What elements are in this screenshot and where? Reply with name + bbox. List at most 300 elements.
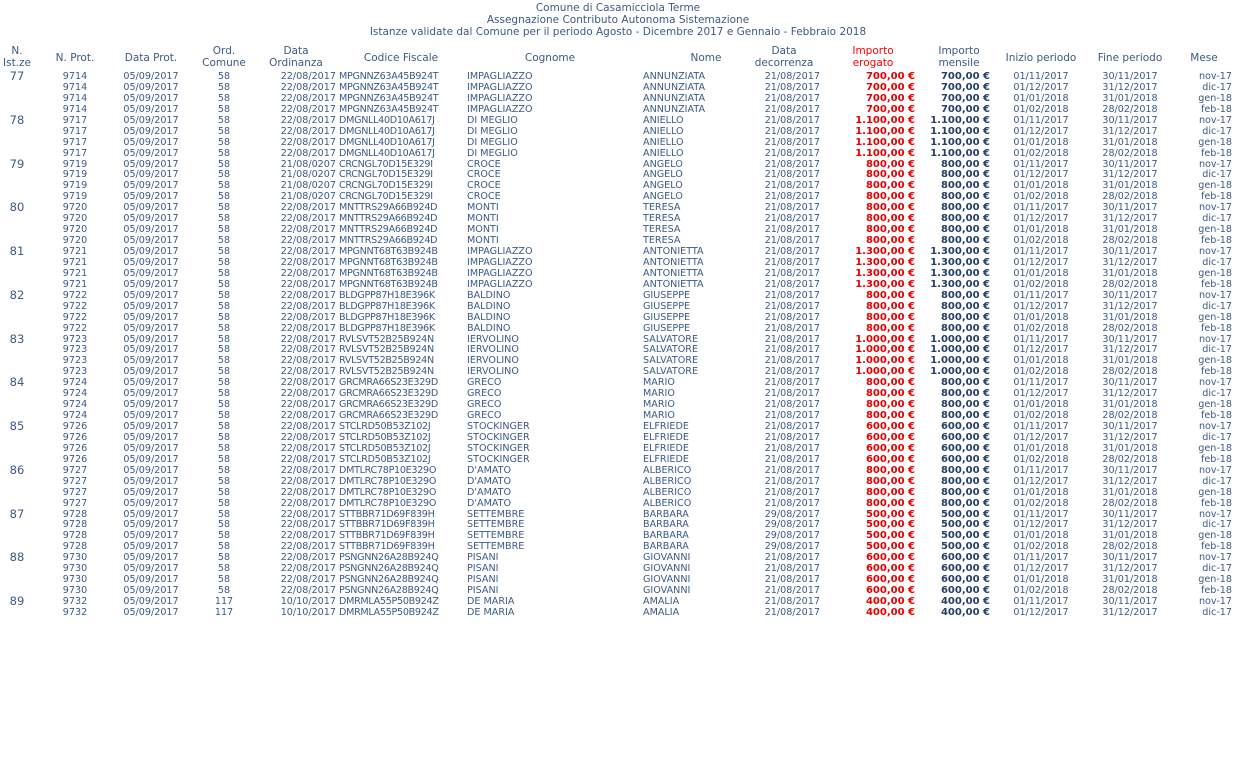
table-row — [0, 498, 1236, 509]
cell-codice-fiscale: GRCMRA66S23E329D — [339, 388, 438, 400]
table-row — [0, 287, 1236, 302]
cell-nome: BARBARA — [643, 508, 689, 520]
cell-inizio-periodo: 01/02/2018 — [1013, 147, 1069, 159]
cell-data-prot: 05/09/2017 — [123, 585, 179, 597]
cell-prot: 9722 — [62, 311, 88, 323]
cell-importo-erogato: 600,00 € — [865, 431, 915, 443]
cell-mese: dic-17 — [1202, 475, 1232, 487]
cell-data-ord: 21/08/0207 — [280, 169, 336, 181]
cell-data-prot: 05/09/2017 — [123, 530, 179, 542]
col-header-importo-erogato-line2: erogato — [852, 56, 894, 69]
cell-data-ord: 10/10/2017 — [280, 596, 336, 607]
table-row — [0, 112, 1236, 127]
cell-prot: 9722 — [62, 300, 88, 312]
cell-fine-periodo: 30/11/2017 — [1102, 114, 1158, 126]
cell-inizio-periodo: 01/11/2017 — [1013, 333, 1069, 345]
cell-nome: ANGELO — [643, 158, 683, 170]
cell-importo-mensile: 1.100,00 € — [930, 125, 990, 137]
cell-inizio-periodo: 01/01/2018 — [1013, 136, 1069, 148]
table-row — [0, 530, 1236, 541]
cell-importo-mensile: 800,00 € — [940, 377, 990, 389]
cell-prot: 9726 — [62, 442, 88, 454]
cell-decorrenza: 21/08/2017 — [764, 486, 820, 498]
cell-cognome: IERVOLINO — [467, 333, 519, 345]
cell-importo-mensile: 600,00 € — [940, 585, 990, 597]
table-row — [0, 235, 1236, 246]
cell-importo-erogato: 600,00 € — [865, 442, 915, 454]
cell-data-ord: 22/08/2017 — [280, 442, 336, 454]
cell-ord: 58 — [217, 191, 231, 203]
cell-prot: 9724 — [62, 388, 88, 400]
cell-codice-fiscale: BLDGPP87H18E396K — [339, 289, 435, 301]
cell-ord: 58 — [217, 585, 231, 597]
cell-importo-mensile: 1.300,00 € — [930, 278, 990, 290]
cell-prot: 9721 — [62, 246, 88, 257]
cell-nome: ANIELLO — [643, 136, 684, 148]
cell-nome: ANGELO — [643, 169, 683, 181]
cell-data-ord: 22/08/2017 — [280, 574, 336, 586]
cell-data-ord: 22/08/2017 — [280, 410, 336, 422]
cell-codice-fiscale: MNTTRS29A66B924D — [339, 235, 438, 247]
cell-importo-mensile: 1.100,00 € — [930, 147, 990, 159]
cell-prot: 9727 — [62, 497, 88, 509]
cell-importo-mensile: 800,00 € — [940, 158, 990, 170]
cell-mese: dic-17 — [1202, 256, 1232, 268]
cell-inizio-periodo: 01/12/2017 — [1013, 388, 1069, 400]
cell-importo-mensile: 500,00 € — [940, 519, 990, 531]
cell-inizio-periodo: 01/12/2017 — [1013, 256, 1069, 268]
cell-mese: nov-17 — [1198, 596, 1232, 607]
cell-data-ord: 22/08/2017 — [280, 475, 336, 487]
cell-prot: 9717 — [62, 136, 88, 148]
cell-fine-periodo: 31/12/2017 — [1102, 125, 1158, 137]
cell-mese: gen-18 — [1198, 136, 1232, 148]
cell-codice-fiscale: STCLRD50B53Z102J — [339, 421, 431, 432]
cell-ord: 58 — [217, 442, 231, 454]
cell-importo-erogato: 800,00 € — [865, 486, 915, 498]
cell-inizio-periodo: 01/12/2017 — [1013, 169, 1069, 181]
col-header-mese: Mese — [1190, 52, 1218, 64]
cell-prot: 9723 — [62, 333, 88, 345]
cell-codice-fiscale: RVLSVT52B25B924N — [339, 344, 434, 356]
cell-prot: 9723 — [62, 366, 88, 378]
cell-mese: nov-17 — [1198, 333, 1232, 345]
cell-ord: 58 — [217, 486, 231, 498]
cell-data-prot: 05/09/2017 — [123, 399, 179, 411]
cell-data-ord: 22/08/2017 — [280, 136, 336, 148]
cell-decorrenza: 29/08/2017 — [764, 508, 820, 520]
table-row — [0, 410, 1236, 421]
cell-fine-periodo: 30/11/2017 — [1102, 377, 1158, 389]
cell-fine-periodo: 30/11/2017 — [1102, 596, 1158, 607]
cell-data-prot: 05/09/2017 — [123, 311, 179, 323]
cell-decorrenza: 21/08/2017 — [764, 311, 820, 323]
cell-inizio-periodo: 01/02/2018 — [1013, 278, 1069, 290]
cell-data-ord: 21/08/0207 — [280, 191, 336, 203]
cell-importo-erogato: 600,00 € — [865, 453, 915, 465]
cell-decorrenza: 21/08/2017 — [764, 92, 820, 104]
table-row — [0, 506, 1236, 521]
data-table — [0, 71, 1236, 618]
cell-importo-mensile: 1.000,00 € — [930, 366, 990, 378]
cell-data-ord: 22/08/2017 — [280, 344, 336, 356]
col-header-decorrenza-line2: decorrenza — [754, 56, 814, 69]
cell-mese: feb-18 — [1200, 541, 1232, 553]
cell-codice-fiscale: PSNGNN26A28B924Q — [339, 552, 439, 564]
col-header-ord-line2: Comune — [202, 56, 246, 69]
cell-fine-periodo: 28/02/2018 — [1102, 366, 1158, 378]
cell-decorrenza: 21/08/2017 — [764, 464, 820, 476]
cell-importo-mensile: 800,00 € — [940, 322, 990, 334]
cell-importo-erogato: 800,00 € — [865, 497, 915, 509]
cell-nome: ALBERICO — [643, 464, 692, 476]
cell-importo-erogato: 400,00 € — [865, 596, 915, 607]
cell-importo-mensile: 700,00 € — [940, 71, 990, 82]
cell-data-ord: 22/08/2017 — [280, 585, 336, 597]
cell-importo-mensile: 800,00 € — [940, 486, 990, 498]
col-header-inizio-periodo: Inizio periodo — [1005, 52, 1077, 64]
cell-cognome: GRECO — [467, 377, 502, 389]
cell-data-prot: 05/09/2017 — [123, 421, 179, 432]
cell-data-prot: 05/09/2017 — [123, 213, 179, 225]
cell-prot: 9728 — [62, 508, 88, 520]
col-header-ist-line2: Ist.ze — [3, 56, 31, 69]
cell-cognome: DI MEGLIO — [467, 136, 518, 148]
cell-data-prot: 05/09/2017 — [123, 442, 179, 454]
cell-decorrenza: 29/08/2017 — [764, 541, 820, 553]
cell-fine-periodo: 31/12/2017 — [1102, 431, 1158, 443]
cell-fine-periodo: 31/12/2017 — [1102, 606, 1158, 618]
cell-prot: 9714 — [62, 103, 88, 115]
cell-nome: ANIELLO — [643, 147, 684, 159]
cell-ord: 58 — [217, 289, 231, 301]
col-header-data-prot: Data Prot. — [124, 52, 178, 64]
cell-prot: 9719 — [62, 158, 88, 170]
cell-inizio-periodo: 01/02/2018 — [1013, 366, 1069, 378]
cell-nome: TERESA — [643, 213, 681, 225]
cell-prot: 9723 — [62, 355, 88, 367]
cell-inizio-periodo: 01/12/2017 — [1013, 300, 1069, 312]
cell-data-prot: 05/09/2017 — [123, 267, 179, 279]
cell-decorrenza: 21/08/2017 — [764, 574, 820, 586]
cell-fine-periodo: 28/02/2018 — [1102, 235, 1158, 247]
cell-inizio-periodo: 01/11/2017 — [1013, 202, 1069, 214]
cell-inizio-periodo: 01/12/2017 — [1013, 81, 1069, 93]
cell-prot: 9726 — [62, 453, 88, 465]
cell-decorrenza: 21/08/2017 — [764, 388, 820, 400]
cell-data-ord: 22/08/2017 — [280, 508, 336, 520]
cell-nome: MARIO — [643, 410, 675, 422]
cell-decorrenza: 21/08/2017 — [764, 355, 820, 367]
cell-decorrenza: 21/08/2017 — [764, 475, 820, 487]
table-row — [0, 191, 1236, 202]
cell-importo-mensile: 600,00 € — [940, 552, 990, 564]
cell-ord: 58 — [217, 256, 231, 268]
cell-importo-erogato: 800,00 € — [865, 410, 915, 422]
cell-prot: 9722 — [62, 289, 88, 301]
cell-mese: feb-18 — [1200, 278, 1232, 290]
cell-prot: 9730 — [62, 585, 88, 597]
cell-mese: nov-17 — [1198, 114, 1232, 126]
cell-data-prot: 05/09/2017 — [123, 92, 179, 104]
cell-data-prot: 05/09/2017 — [123, 191, 179, 203]
cell-cognome: CROCE — [467, 158, 501, 170]
cell-importo-mensile: 800,00 € — [940, 311, 990, 323]
cell-cognome: D'AMATO — [467, 475, 512, 487]
table-row — [0, 224, 1236, 235]
table-row — [0, 279, 1236, 290]
cell-ord: 117 — [214, 606, 234, 618]
cell-cognome: STOCKINGER — [467, 421, 530, 432]
cell-codice-fiscale: DMGNLL40D10A617J — [339, 136, 435, 148]
cell-mese: dic-17 — [1202, 606, 1232, 618]
cell-ord: 58 — [217, 202, 231, 214]
cell-importo-erogato: 1.000,00 € — [855, 344, 915, 356]
cell-data-ord: 22/08/2017 — [280, 530, 336, 542]
cell-nome: SALVATORE — [643, 355, 699, 367]
cell-codice-fiscale: MPGNNZ63A45B924T — [339, 92, 439, 104]
cell-codice-fiscale: DMTLRC78P10E329O — [339, 475, 437, 487]
cell-decorrenza: 21/08/2017 — [764, 278, 820, 290]
cell-prot: 9728 — [62, 541, 88, 553]
cell-fine-periodo: 31/01/2018 — [1102, 530, 1158, 542]
cell-importo-mensile: 700,00 € — [940, 92, 990, 104]
cell-nome: TERESA — [643, 224, 681, 236]
cell-ord: 58 — [217, 541, 231, 553]
cell-fine-periodo: 31/12/2017 — [1102, 169, 1158, 181]
cell-prot: 9728 — [62, 519, 88, 531]
cell-data-prot: 05/09/2017 — [123, 552, 179, 564]
col-header-decorrenza — [746, 46, 822, 69]
cell-ord: 58 — [217, 311, 231, 323]
cell-fine-periodo: 31/12/2017 — [1102, 213, 1158, 225]
cell-codice-fiscale: DMTLRC78P10E329O — [339, 464, 437, 476]
cell-importo-mensile: 800,00 € — [940, 300, 990, 312]
cell-importo-erogato: 1.100,00 € — [855, 136, 915, 148]
cell-importo-erogato: 800,00 € — [865, 300, 915, 312]
cell-ist: 79 — [9, 156, 25, 171]
cell-importo-mensile: 800,00 € — [940, 191, 990, 203]
cell-decorrenza: 29/08/2017 — [764, 519, 820, 531]
cell-ord: 58 — [217, 508, 231, 520]
cell-data-prot: 05/09/2017 — [123, 508, 179, 520]
cell-ord: 58 — [217, 497, 231, 509]
table-row — [0, 487, 1236, 498]
table-row — [0, 148, 1236, 159]
cell-nome: GIUSEPPE — [643, 289, 691, 301]
cell-fine-periodo: 31/12/2017 — [1102, 519, 1158, 531]
cell-ord: 58 — [217, 344, 231, 356]
cell-mese: feb-18 — [1200, 497, 1232, 509]
cell-nome: ELFRIEDE — [643, 453, 689, 465]
cell-codice-fiscale: STCLRD50B53Z102J — [339, 431, 431, 443]
table-row — [0, 388, 1236, 399]
cell-inizio-periodo: 01/12/2017 — [1013, 213, 1069, 225]
table-row — [0, 213, 1236, 224]
cell-decorrenza: 21/08/2017 — [764, 497, 820, 509]
cell-prot: 9722 — [62, 322, 88, 334]
cell-mese: feb-18 — [1200, 453, 1232, 465]
cell-decorrenza: 21/08/2017 — [764, 267, 820, 279]
cell-prot: 9724 — [62, 399, 88, 411]
cell-data-prot: 05/09/2017 — [123, 366, 179, 378]
cell-importo-erogato: 800,00 € — [865, 289, 915, 301]
cell-inizio-periodo: 01/11/2017 — [1013, 246, 1069, 257]
cell-nome: ANNUNZIATA — [643, 92, 706, 104]
cell-data-ord: 22/08/2017 — [280, 267, 336, 279]
cell-importo-mensile: 1.000,00 € — [930, 355, 990, 367]
cell-nome: GIOVANNI — [643, 552, 691, 564]
cell-inizio-periodo: 01/12/2017 — [1013, 475, 1069, 487]
cell-inizio-periodo: 01/02/2018 — [1013, 410, 1069, 422]
cell-codice-fiscale: PSNGNN26A28B924Q — [339, 574, 439, 586]
cell-nome: GIUSEPPE — [643, 300, 691, 312]
cell-importo-erogato: 1.000,00 € — [855, 355, 915, 367]
cell-ist: 77 — [9, 69, 25, 83]
cell-codice-fiscale: DMRMLA55P50B924Z — [339, 606, 439, 618]
cell-data-prot: 05/09/2017 — [123, 388, 179, 400]
cell-data-prot: 05/09/2017 — [123, 606, 179, 618]
cell-data-prot: 05/09/2017 — [123, 431, 179, 443]
cell-inizio-periodo: 01/02/2018 — [1013, 585, 1069, 597]
cell-prot: 9720 — [62, 235, 88, 247]
cell-nome: SALVATORE — [643, 366, 699, 378]
cell-mese: nov-17 — [1198, 246, 1232, 257]
table-row — [0, 476, 1236, 487]
cell-importo-mensile: 1.300,00 € — [930, 246, 990, 257]
cell-inizio-periodo: 01/01/2018 — [1013, 267, 1069, 279]
table-row — [0, 344, 1236, 355]
cell-fine-periodo: 30/11/2017 — [1102, 333, 1158, 345]
cell-cognome: IERVOLINO — [467, 355, 519, 367]
cell-inizio-periodo: 01/11/2017 — [1013, 508, 1069, 520]
cell-inizio-periodo: 01/01/2018 — [1013, 224, 1069, 236]
cell-prot: 9721 — [62, 278, 88, 290]
cell-codice-fiscale: RVLSVT52B25B924N — [339, 355, 434, 367]
cell-importo-mensile: 800,00 € — [940, 464, 990, 476]
cell-mese: nov-17 — [1198, 508, 1232, 520]
cell-ist: 87 — [9, 506, 25, 521]
cell-importo-erogato: 800,00 € — [865, 202, 915, 214]
cell-inizio-periodo: 01/02/2018 — [1013, 541, 1069, 553]
cell-mese: dic-17 — [1202, 213, 1232, 225]
cell-importo-mensile: 1.100,00 € — [930, 136, 990, 148]
cell-data-prot: 05/09/2017 — [123, 574, 179, 586]
cell-fine-periodo: 31/01/2018 — [1102, 136, 1158, 148]
cell-decorrenza: 21/08/2017 — [764, 71, 820, 82]
cell-fine-periodo: 31/01/2018 — [1102, 224, 1158, 236]
cell-data-prot: 05/09/2017 — [123, 519, 179, 531]
cell-prot: 9717 — [62, 125, 88, 137]
col-header-codice-fiscale: Codice Fiscale — [363, 52, 439, 64]
cell-importo-mensile: 800,00 € — [940, 235, 990, 247]
cell-ord: 58 — [217, 574, 231, 586]
cell-prot: 9726 — [62, 431, 88, 443]
cell-mese: gen-18 — [1198, 355, 1232, 367]
cell-codice-fiscale: DMTLRC78P10E329O — [339, 497, 437, 509]
cell-importo-erogato: 800,00 € — [865, 180, 915, 192]
cell-importo-erogato: 1.300,00 € — [855, 278, 915, 290]
cell-importo-erogato: 800,00 € — [865, 464, 915, 476]
cell-mese: gen-18 — [1198, 224, 1232, 236]
cell-decorrenza: 21/08/2017 — [764, 421, 820, 432]
cell-cognome: PISANI — [467, 585, 499, 597]
cell-prot: 9720 — [62, 224, 88, 236]
table-row — [0, 585, 1236, 596]
cell-ord: 58 — [217, 81, 231, 93]
cell-decorrenza: 21/08/2017 — [764, 431, 820, 443]
cell-mese: nov-17 — [1198, 158, 1232, 170]
cell-importo-mensile: 800,00 € — [940, 475, 990, 487]
cell-importo-erogato: 1.100,00 € — [855, 147, 915, 159]
cell-cognome: IMPAGLIAZZO — [467, 103, 533, 115]
cell-prot: 9728 — [62, 530, 88, 542]
cell-ord: 58 — [217, 114, 231, 126]
cell-ord: 58 — [217, 475, 231, 487]
cell-decorrenza: 29/08/2017 — [764, 530, 820, 542]
cell-cognome: STOCKINGER — [467, 431, 530, 443]
cell-data-ord: 22/08/2017 — [280, 355, 336, 367]
cell-decorrenza: 21/08/2017 — [764, 453, 820, 465]
table-row — [0, 421, 1236, 432]
cell-prot: 9732 — [62, 606, 88, 618]
col-header-decorrenza-line1: Data — [771, 45, 797, 57]
cell-codice-fiscale: MPGNNZ63A45B924T — [339, 71, 439, 82]
cell-data-ord: 22/08/2017 — [280, 147, 336, 159]
cell-ord: 58 — [217, 519, 231, 531]
cell-prot: 9727 — [62, 475, 88, 487]
cell-inizio-periodo: 01/12/2017 — [1013, 519, 1069, 531]
cell-cognome: PISANI — [467, 563, 499, 575]
cell-nome: ANTONIETTA — [643, 246, 704, 257]
cell-importo-mensile: 500,00 € — [940, 530, 990, 542]
cell-fine-periodo: 31/12/2017 — [1102, 81, 1158, 93]
cell-ist: 88 — [9, 550, 25, 565]
cell-data-prot: 05/09/2017 — [123, 235, 179, 247]
cell-data-prot: 05/09/2017 — [123, 289, 179, 301]
cell-cognome: BALDINO — [467, 289, 511, 301]
cell-decorrenza: 21/08/2017 — [764, 322, 820, 334]
cell-prot: 9724 — [62, 377, 88, 389]
cell-mese: feb-18 — [1200, 322, 1232, 334]
cell-data-ord: 22/08/2017 — [280, 311, 336, 323]
cell-cognome: D'AMATO — [467, 464, 512, 476]
cell-data-ord: 22/08/2017 — [280, 125, 336, 137]
cell-fine-periodo: 28/02/2018 — [1102, 541, 1158, 553]
cell-cognome: MONTI — [467, 224, 499, 236]
col-header-importo-erogato — [838, 46, 908, 69]
cell-prot: 9719 — [62, 191, 88, 203]
cell-codice-fiscale: STCLRD50B53Z102J — [339, 453, 431, 465]
cell-importo-mensile: 1.000,00 € — [930, 333, 990, 345]
cell-codice-fiscale: DMGNLL40D10A617J — [339, 147, 435, 159]
cell-nome: ALBERICO — [643, 486, 692, 498]
cell-nome: SALVATORE — [643, 344, 699, 356]
cell-importo-erogato: 800,00 € — [865, 399, 915, 411]
cell-prot: 9721 — [62, 256, 88, 268]
cell-inizio-periodo: 01/02/2018 — [1013, 191, 1069, 203]
cell-mese: nov-17 — [1198, 289, 1232, 301]
cell-data-prot: 05/09/2017 — [123, 333, 179, 345]
cell-prot: 9717 — [62, 114, 88, 126]
cell-data-prot: 05/09/2017 — [123, 224, 179, 236]
cell-importo-erogato: 800,00 € — [865, 322, 915, 334]
cell-data-prot: 05/09/2017 — [123, 486, 179, 498]
cell-importo-erogato: 800,00 € — [865, 224, 915, 236]
cell-data-prot: 05/09/2017 — [123, 410, 179, 422]
cell-mese: dic-17 — [1202, 300, 1232, 312]
cell-data-ord: 22/08/2017 — [280, 453, 336, 465]
